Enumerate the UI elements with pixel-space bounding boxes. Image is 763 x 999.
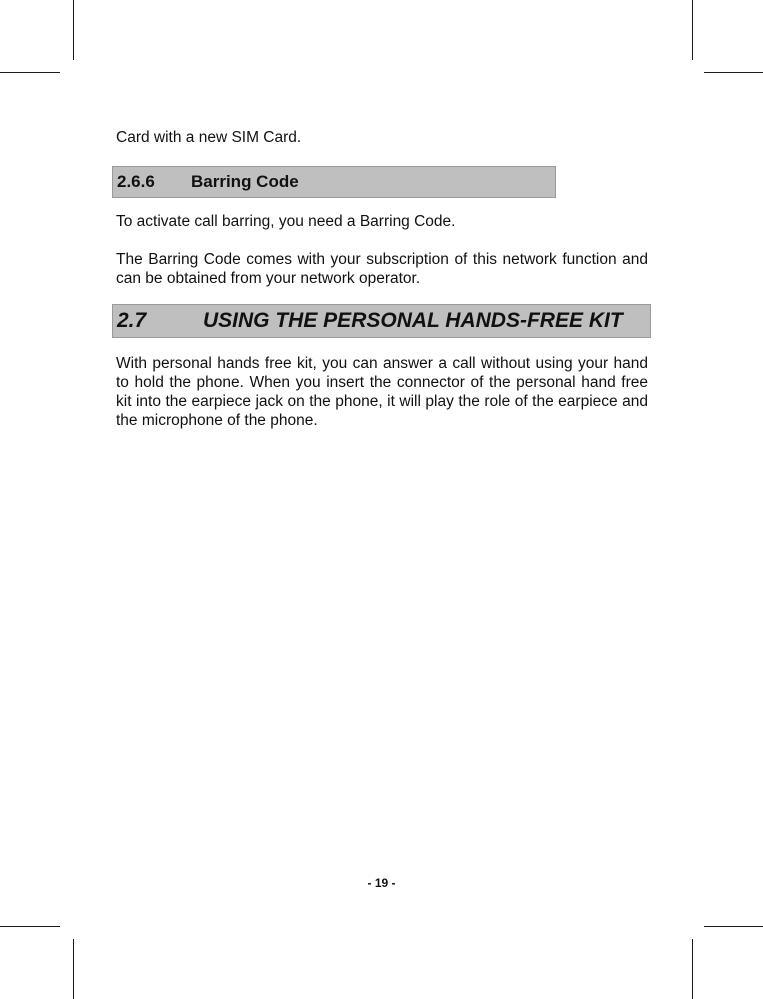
section-title: USING THE PERSONAL HANDS-FREE KIT — [203, 309, 623, 332]
paragraph-activate: To activate call barring, you need a Barring Code. — [116, 213, 456, 230]
crop-mark — [73, 939, 74, 999]
section-number: 2.6.6 — [117, 172, 155, 191]
section-heading-2-7 — [112, 304, 651, 338]
paragraph-barring-code-info: The Barring Code comes with your subscription of this network function and can be obtained from your network operator. — [116, 251, 648, 287]
crop-mark — [0, 926, 60, 927]
crop-mark — [692, 939, 693, 999]
crop-mark — [704, 926, 763, 927]
page-number: - 19 - — [367, 876, 396, 890]
crop-mark — [692, 0, 693, 60]
crop-mark — [73, 0, 74, 60]
section-number: 2.7 — [117, 309, 147, 332]
section-title: Barring Code — [191, 172, 299, 191]
paragraph-continued: Card with a new SIM Card. — [116, 129, 302, 146]
paragraph-hands-free-kit: With personal hands free kit, you can answer a call without using your hand to hold the phone. When you insert the connector of the personal hand free kit into the earpiece jack on the phone, it will play the role of the earpiece and the microphone of the phone. — [116, 355, 648, 429]
crop-mark — [704, 72, 763, 73]
section-heading-2-6-6 — [112, 166, 556, 198]
crop-mark — [0, 72, 60, 73]
